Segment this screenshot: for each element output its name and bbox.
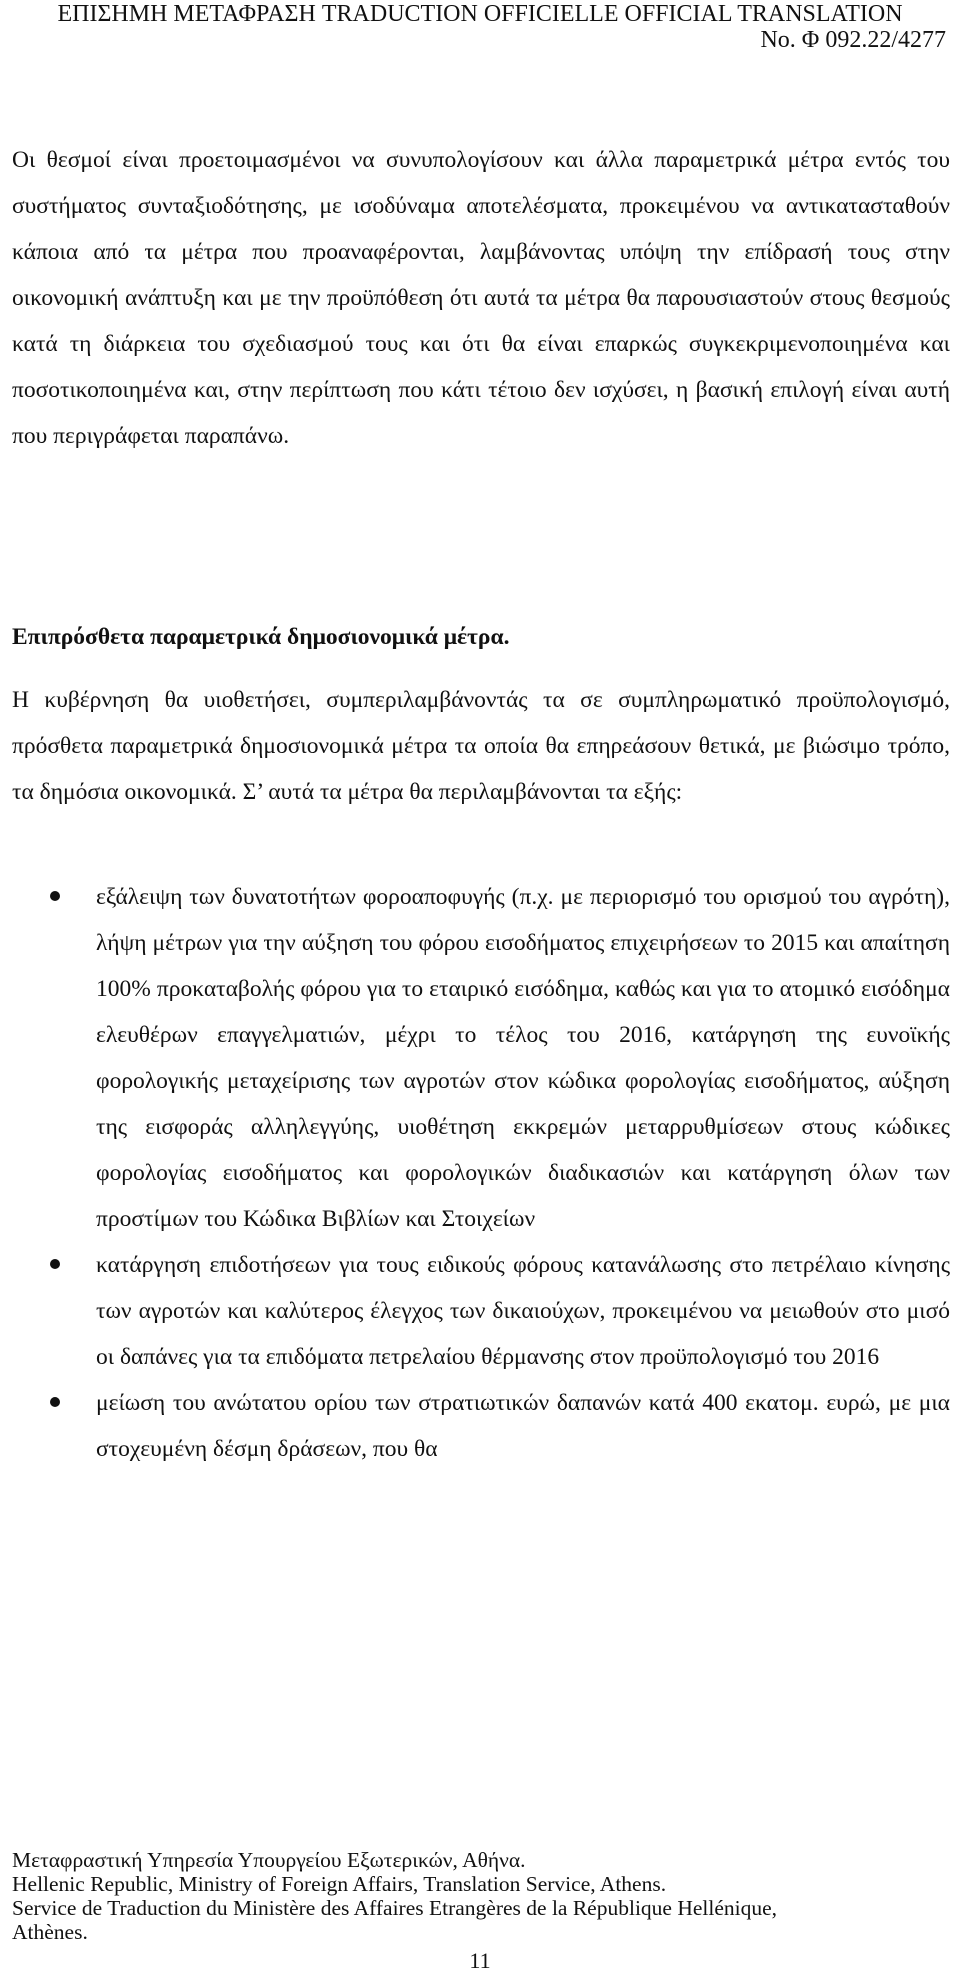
pension-measures-paragraph: Οι θεσμοί είναι προετοιμασμένοι να συνυπολογίσουν και άλλα παραμετρικά μέτρα εντός του συστήματος συνταξιοδότησης, με ισοδύναμα αποτελέσματα, προκειμένου να αντικατασταθούν κάποια από τα μέτρα που προαναφέρονται, λαμβάνοντας υπόψη την επίδρασή τους στην οικονομική ανάπτυξη και με την προϋπόθεση ότι αυτά τα μέτρα θα παρουσιαστούν στους θεσμούς κατά τη διάρκεια του σχεδιασμού τους και ότι θα είναι επαρκώς συγκεκριμενοποιημένα και ποσοτικοποιημένα και, στην περίπτωση που κάτι τέτοιο δεν ισχύσει, η βασική επιλογή είναι αυτή που περιγράφεται παραπάνω. xyxy=(12,147,950,449)
bullet-icon xyxy=(50,1259,60,1269)
measures-list xyxy=(12,874,950,1472)
list-item-text: εξάλειψη των δυνατοτήτων φοροαποφυγής (π.χ. με περιορισμό του ορισμού του αγρότη), λήψη μέτρων για την αύξηση του φόρου εισοδήματος επιχειρήσεων το 2015 και απαίτηση 100% προκαταβολής φόρου για το εταιρικό εισόδημα, καθώς και για το ατομικό εισόδημα ελευθέρων επαγγελματιών, μέχρι το τέλος του 2016, κατάργηση της ευνοϊκής φορολογικής μεταχείρισης των αγροτών στον κώδικα φορολογίας εισοδήματος, αύξηση της εισφοράς αλληλεγγύης, υιοθέτηση εκκρεμών μεταρρυθμίσεων στους κώδικες φορολογίας εισοδήματος και φορολογικών διαδικασιών και κατάργηση όλων των προστίμων του Κώδικα Βιβλίων και Στοιχείων xyxy=(96,884,950,1232)
section-heading: Επιπρόσθετα παραμετρικά δημοσιονομικά μέτρα. xyxy=(12,624,510,650)
page-number: 11 xyxy=(469,1948,491,1973)
bullet-icon xyxy=(50,1397,60,1407)
footer-greek-service: Μεταφραστική Υπηρεσία Υπουργείου Εξωτερικών, Αθήνα. xyxy=(12,1848,526,1872)
list-item xyxy=(12,1380,950,1472)
list-item-text: κατάργηση επιδοτήσεων για τους ειδικούς φόρους κατανάλωσης στο πετρέλαιο κίνησης των αγροτών και καλύτερος έλεγχος των δικαιούχων, προκειμένου να μειωθούν στο μισό οι δαπάνες για τα επιδόματα πετρελαίου θέρμανσης στον προϋπολογισμό του 2016 xyxy=(96,1252,950,1370)
list-item-text: μείωση του ανώτατου ορίου των στρατιωτικών δαπανών κατά 400 εκατομ. ευρώ, με μια στοχευμένη δέσμη δράσεων, που θα xyxy=(96,1390,950,1462)
official-translation-header: ΕΠΙΣΗΜΗ ΜΕΤΑΦΡΑΣΗ TRADUCTION OFFICIELLE OFFICIAL TRANSLATION xyxy=(57,1,903,27)
footer-french-service: Service de Traduction du Ministère des Affaires Etrangères de la République Hellénique, xyxy=(12,1896,778,1920)
list-item xyxy=(12,1242,950,1380)
footer-french-city: Athènes. xyxy=(12,1920,88,1944)
document-reference-number: No. Φ 092.22/4277 xyxy=(760,27,946,53)
footer-english-service: Hellenic Republic, Ministry of Foreign Affairs, Translation Service, Athens. xyxy=(12,1872,667,1896)
bullet-icon xyxy=(50,891,60,901)
list-item xyxy=(12,874,950,1242)
fiscal-measures-paragraph: Η κυβέρνηση θα υιοθετήσει, συμπεριλαμβάνοντάς τα σε συμπληρωματικό προϋπολογισμό, πρόσθετα παραμετρικά δημοσιονομικά μέτρα τα οποία θα επηρεάσουν θετικά, με βιώσιμο τρόπο, τα δημόσια οικονομικά. Σ’ αυτά τα μέτρα θα περιλαμβάνονται τα εξής: xyxy=(12,687,950,805)
